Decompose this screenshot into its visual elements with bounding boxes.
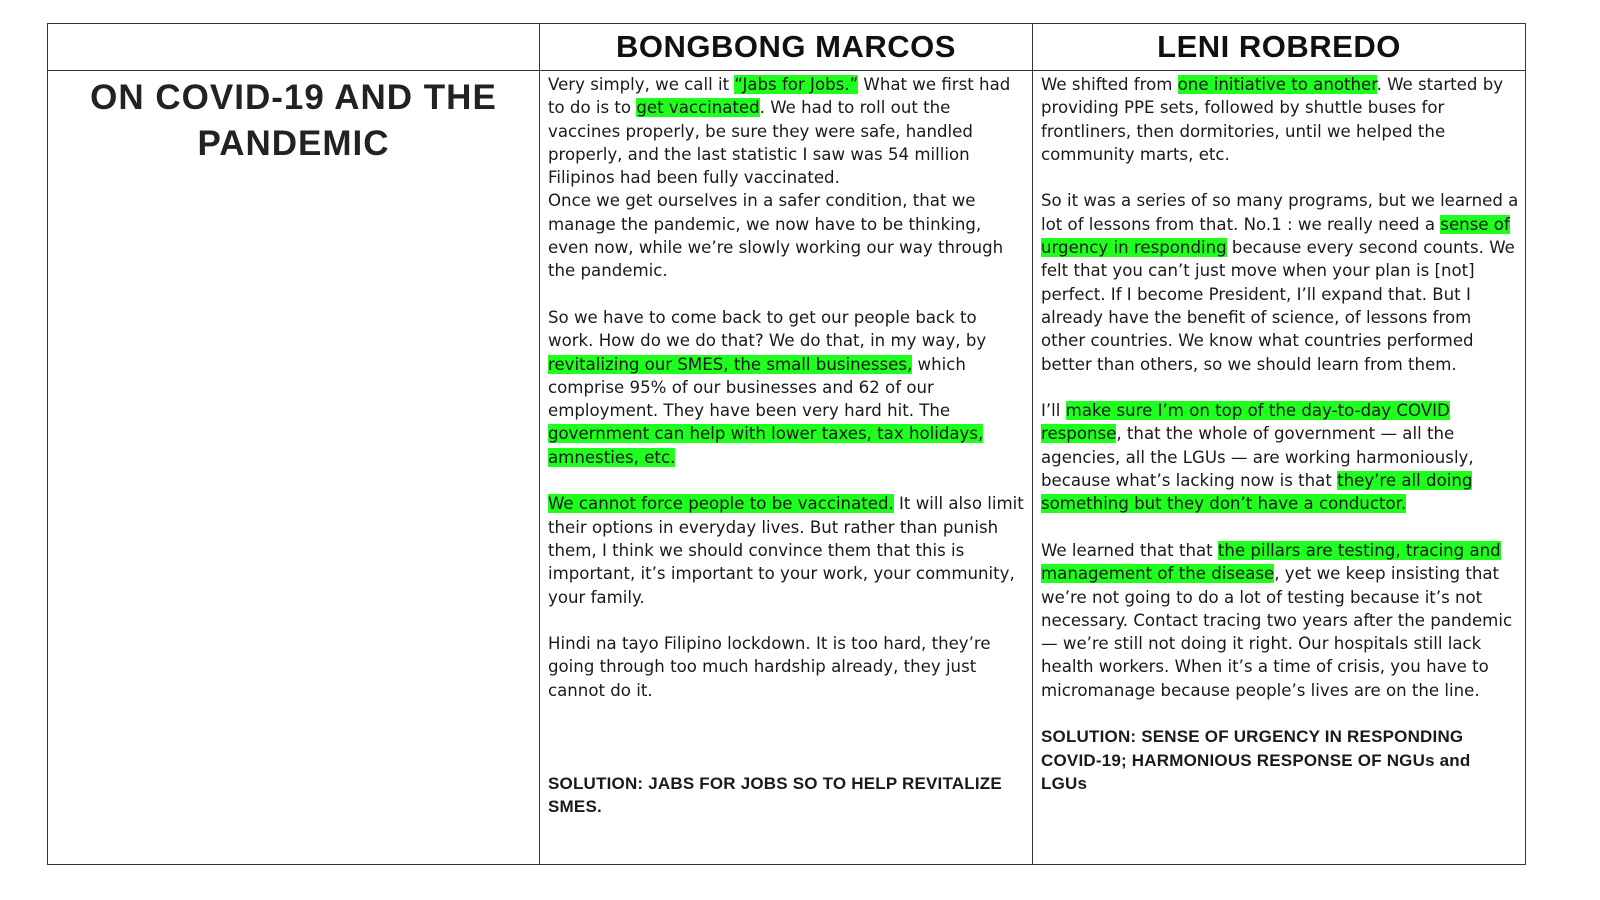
robredo-paragraph-3: [1041, 399, 1519, 515]
header-marcos: BONGBONG MARCOS: [540, 24, 1033, 71]
header-empty-cell: [48, 24, 540, 71]
marcos-paragraph-2: [548, 189, 1026, 282]
highlighted-text: make sure I’m on top of the day-to-day COVID response: [1041, 401, 1450, 444]
robredo-cell: [1033, 71, 1526, 865]
marcos-paragraph-5: [548, 632, 1026, 702]
topic-title: ON COVID-19 AND THE PANDEMIC: [48, 71, 540, 865]
highlighted-text: get vaccinated: [636, 98, 760, 118]
robredo-solution: SOLUTION: SENSE OF URGENCY IN RESPONDING COVID-19; HARMONIOUS RESPONSE OF NGUs and LGUs: [1041, 727, 1471, 793]
text-run: Once we get ourselves in a safer condition, that we manage the pandemic, we now have to be thinking, even now, while we’re slowly working our way through the pandemic.: [548, 191, 1004, 281]
header-robredo: LENI ROBREDO: [1033, 24, 1526, 71]
marcos-solution: SOLUTION: JABS FOR JOBS SO TO HELP REVITALIZE SMES.: [548, 774, 1002, 817]
marcos-paragraph-3: [548, 306, 1026, 469]
highlighted-text: government can help with lower taxes, tax holidays, amnesties, etc.: [548, 424, 984, 467]
header-row: [48, 24, 1526, 71]
highlighted-text: We cannot force people to be vaccinated.: [548, 494, 894, 514]
robredo-paragraph-2: [1041, 189, 1519, 375]
robredo-paragraph-4: [1041, 539, 1519, 702]
text-run: Hindi na tayo Filipino lockdown. It is too hard, they’re going through too much hardship already, they just cannot do it.: [548, 634, 991, 700]
text-run: So we have to come back to get our people back to work. How do we do that? We do that, in my way, by: [548, 307, 987, 351]
text-run: We shifted from: [1041, 75, 1178, 94]
marcos-paragraph-4: [548, 492, 1026, 608]
text-run: . We had to roll out the vaccines properly, be sure they were safe, handled properly, and the last statistic I saw was 54 million Filipinos had been fully vaccinated.: [548, 98, 973, 188]
highlighted-text: they’re all doing something but they don’t have a conductor.: [1041, 471, 1473, 514]
marcos-cell: [540, 71, 1033, 865]
text-run: , yet we keep insisting that we’re not going to do a lot of testing because it’s not necessary. Contact tracing two years after the pandemic — we’re still not doing it right. Our hospitals still lack health workers. When it’s a time of crisis, you have to micromanage because people’s lives are on the line.: [1041, 564, 1513, 700]
text-run: I’ll: [1041, 401, 1066, 421]
text-run: What we first had to do is to: [548, 75, 1011, 118]
topic-row: [48, 71, 1526, 865]
text-run: So it was a series of so many programs, but we learned a lot of lessons from that. No.1 : we really need a: [1041, 191, 1519, 234]
robredo-paragraph-1: [1041, 73, 1519, 166]
text-run: , that the whole of government — all the agencies, all the LGUs — are working harmoniously, because what’s lacking now is that: [1041, 424, 1474, 491]
highlighted-text: revitalizing our SMES, the small businesses,: [548, 354, 913, 374]
text-run: which comprise 95% of our businesses and 62 of our employment. They have been very hard hit. The: [548, 354, 966, 421]
highlighted-text: one initiative to another: [1177, 75, 1377, 94]
comparison-table: [47, 23, 1526, 865]
text-run: . We started by providing PPE sets, followed by shuttle buses for frontliners, then dormitories, until we helped the community marts, etc.: [1041, 75, 1504, 164]
highlighted-text: “Jabs for Jobs.”: [734, 75, 859, 94]
text-run: Very simply, we call it: [548, 75, 735, 94]
marcos-paragraph-1: [548, 73, 1026, 189]
text-run: We learned that that: [1041, 540, 1218, 560]
text-run: because every second counts. We felt that you can’t just move when your plan is [not] perfect. If I become President, I’ll expand that. But I already have the benefit of science, of lessons from other countries. We know what countries performed better than others, so we should learn from them.: [1041, 238, 1515, 374]
highlighted-text: the pillars are testing, tracing and management of the disease: [1041, 540, 1501, 584]
text-run: It will also limit their options in everyday lives. But rather than punish them, I think we should convince them that this is important, it’s important to your work, your community, your family.: [548, 494, 1024, 607]
highlighted-text: sense of urgency in responding: [1041, 214, 1510, 258]
